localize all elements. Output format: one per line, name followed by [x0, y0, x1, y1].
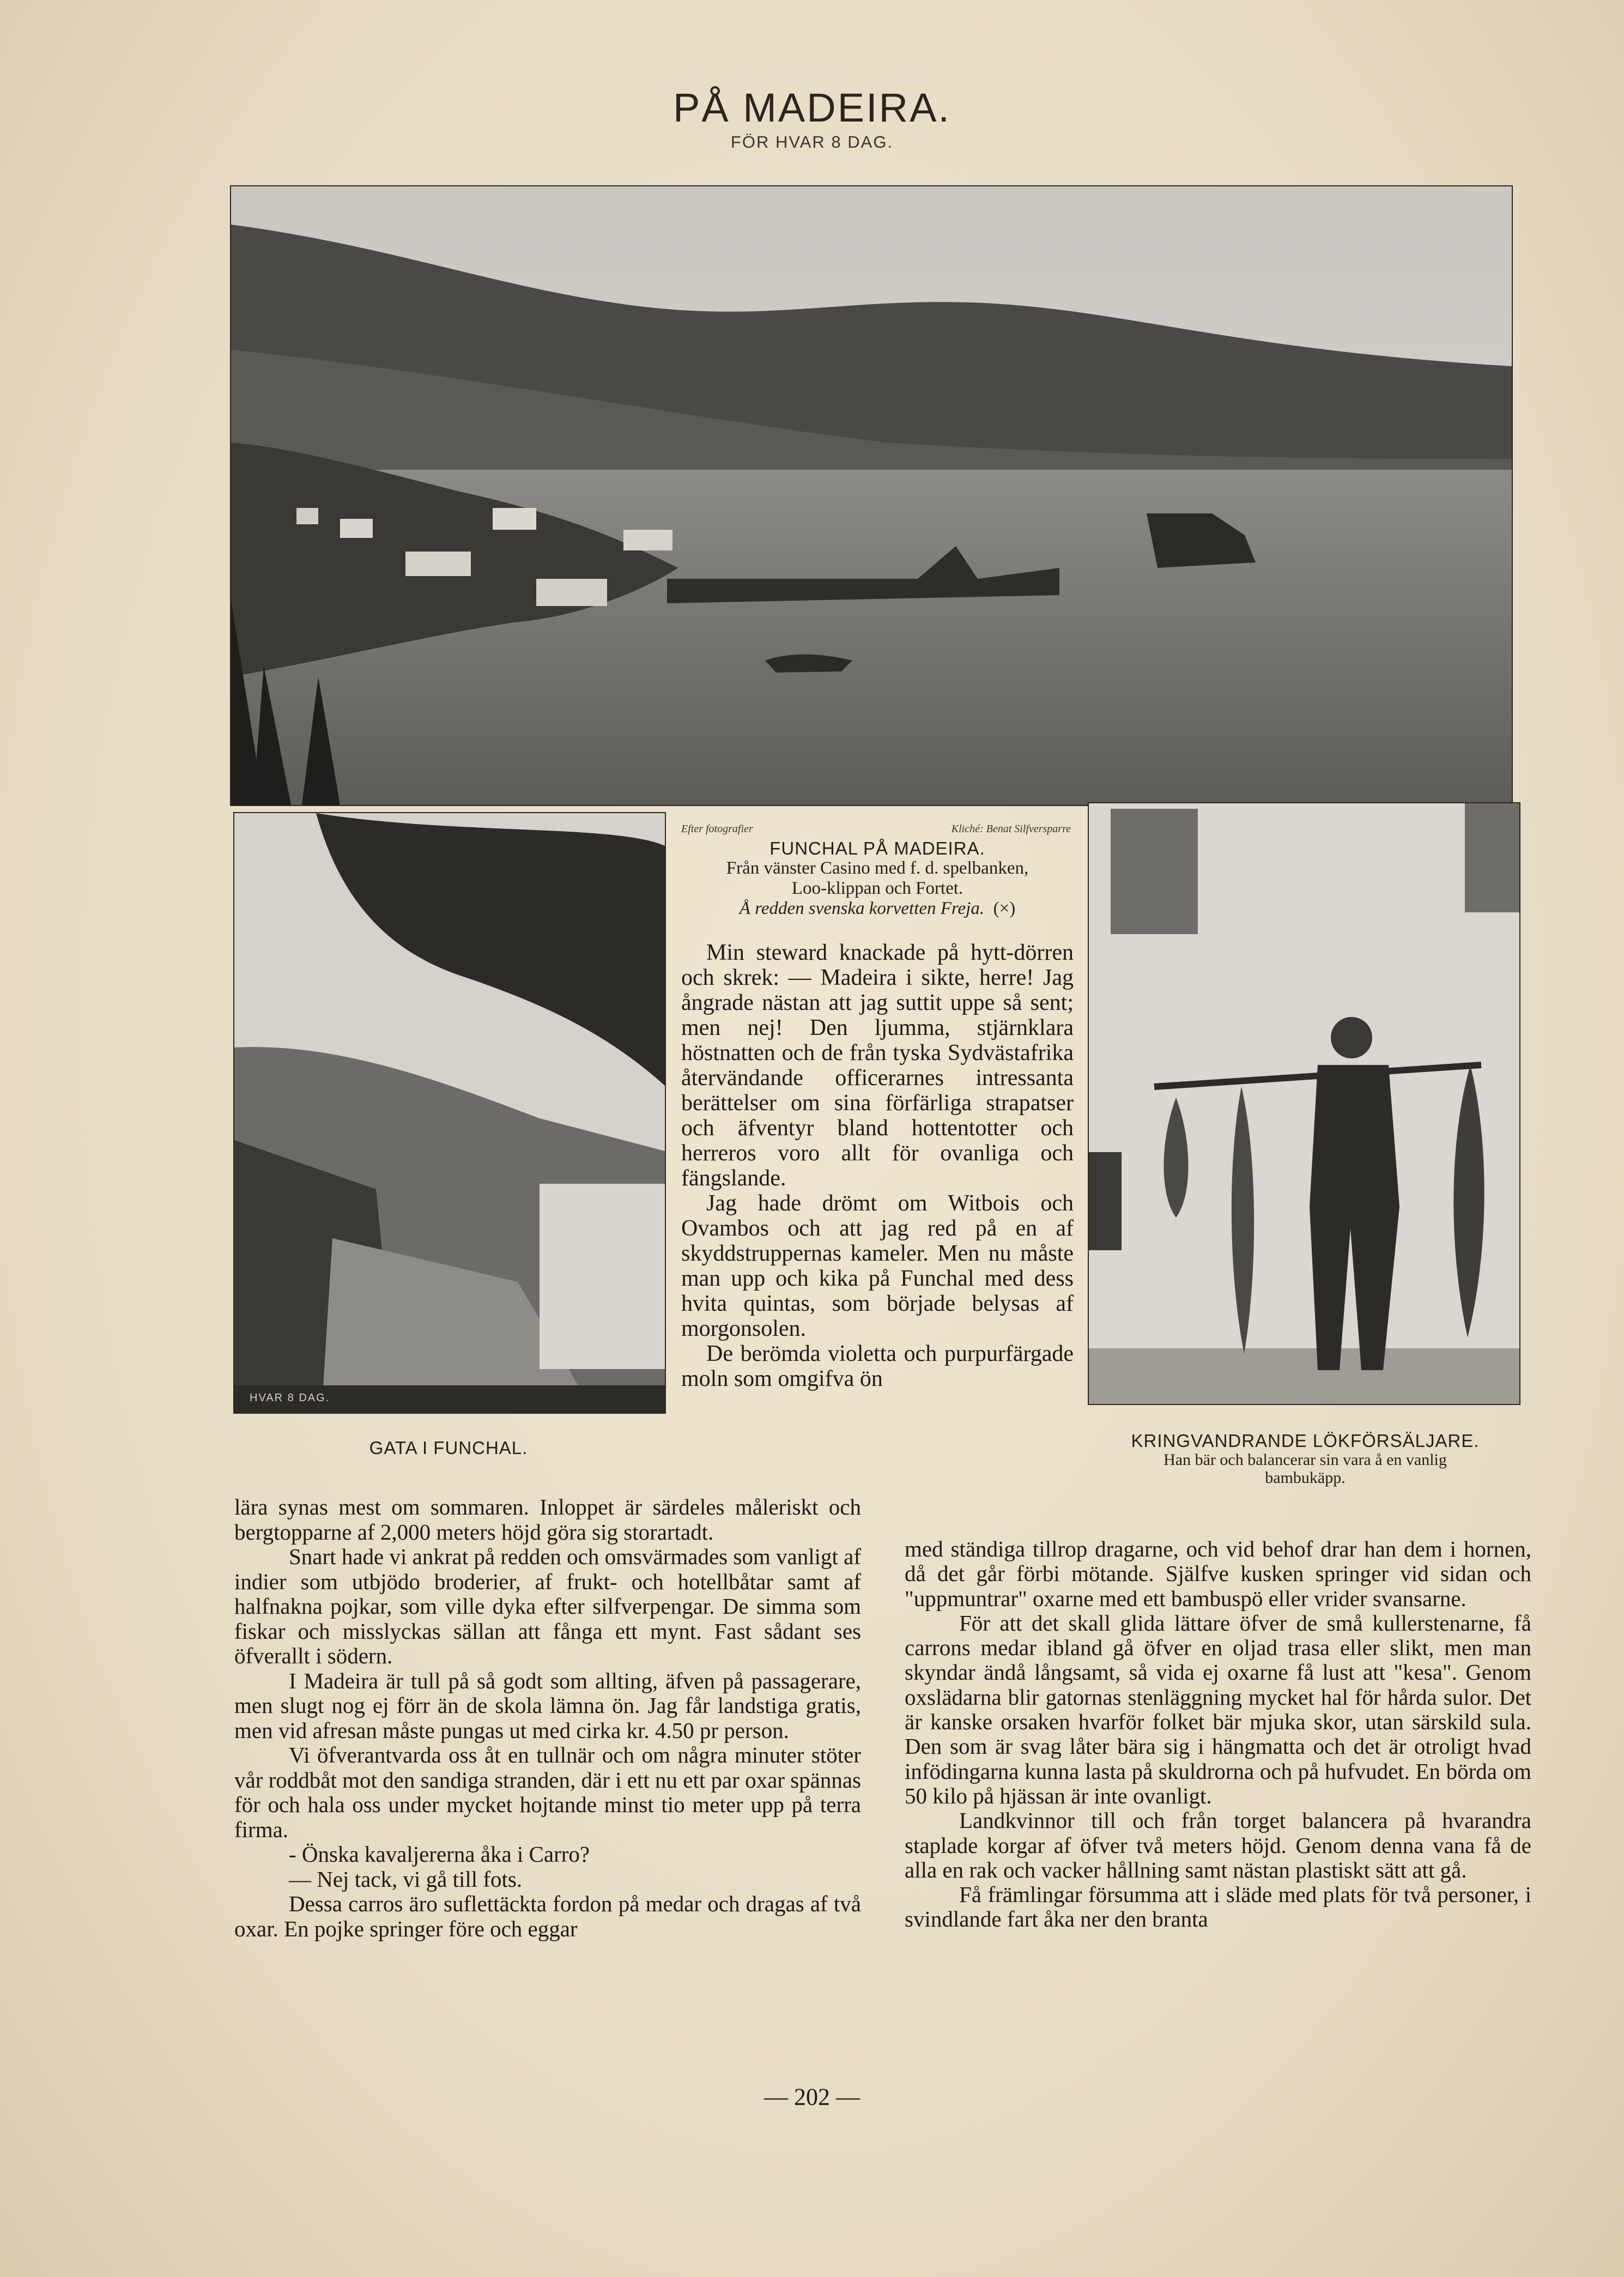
page-title: PÅ MADEIRA.: [673, 85, 951, 130]
paragraph: I Madeira är tull på så godt som allting, äfven på passagerare, men slugt nog ej förr än de skola lämna ön. Jag får landstiga gratis, men vid afresan måste pungas ut med cirka kr. 4.50 pr person.: [234, 1668, 861, 1743]
onion-seller-photo: [1088, 802, 1520, 1405]
street-illustration: [234, 813, 665, 1413]
photo-credit-right: Kliché: Benat Silfversparre: [951, 823, 1071, 835]
funchal-harbour-photo: [230, 185, 1513, 806]
onion-seller-caption: [1084, 1431, 1526, 1487]
caption-marker: (×): [993, 899, 1016, 918]
middle-column-text: [681, 940, 1074, 1391]
dialogue-line: - Önska kavaljererna åka i Carro?: [289, 1842, 590, 1867]
top-photo-caption-line: Från vänster Casino med f. d. spelbanken,: [726, 858, 1029, 878]
window-shutter: [1111, 809, 1198, 934]
right-column-text: [905, 1537, 1531, 1932]
paragraph: För att det skall glida lättare öfver de små kullerstenarne, få carrons medar ibland gå öfver en oljad trasa eller slikt, men man skyndar ändå långsamt, så vida ej oxarne få lust att "kesa". Genom oxslädarna blir gatornas stenläggning mycket hal för hårda sulor. Det är kanske orsaken hvarför folket bär mjuka skor, utan särskild sula. Den som är svag låter bära sig i hängmatta och det är otroligt hvad infödingarna kunna lasta på skuldrorna och på hufvudet. En börda om 50 kilo på hjässan är inte ovanligt.: [905, 1610, 1531, 1808]
paragraph: Vi öfverantvarda oss åt en tullnär och om några minuter stöter vår roddbåt mot den sandiga stranden, där i ett nu ett par oxar spännas för och hala oss under mycket hojtande minst tio meter upp på terra firma.: [234, 1742, 861, 1842]
left-column-text: [234, 1495, 861, 1941]
paragraph: Dessa carros äro suflettäckta fordon på medar och dragas af två oxar. En pojke springer före och eggar: [234, 1891, 861, 1941]
photo-credit-left: Efter fotografier: [681, 823, 753, 835]
seller-head: [1331, 1017, 1372, 1058]
paragraph: De berömda violetta och purpurfärgade moln som omgifva ön: [681, 1341, 1074, 1391]
photo-stamp: HVAR 8 DAG.: [250, 1392, 330, 1404]
doorway: [1089, 1152, 1122, 1250]
top-photo-caption-line: Loo-klippan och Fortet.: [791, 879, 964, 898]
house: [623, 530, 672, 550]
top-photo-caption-line: Å redden svenska korvetten Freja.: [739, 899, 985, 918]
paragraph: Jag hade drömt om Witbois och Ovambos och att jag red på en af skyddstruppernas kameler. Men nu måste man upp och kika på Funchal med dess hvita quintas, som började belysas af morgonsolen.: [681, 1191, 1074, 1341]
house: [405, 552, 471, 576]
onion-seller-caption-line: bambukäpp.: [1265, 1469, 1346, 1487]
paragraph: Min steward knackade på hytt-dörren och skrek: — Madeira i sikte, herre! Jag ångrade nästan att jag suttit uppe så sent; men nej! Den ljumma, stjärnklara höstnatten och de från tyska Sydvästafrika återvändande officerarnes intressanta berättelser om sina förfärliga strapatser och äfventyr bland hottentotter och herreros voro allt för ovanliga och fängslande.: [681, 940, 1074, 1191]
house: [493, 508, 536, 530]
top-photo-caption-title: FUNCHAL PÅ MADEIRA.: [769, 838, 985, 858]
dialogue-line: — Nej tack, vi gå till fots.: [289, 1866, 523, 1892]
top-photo-caption: [676, 838, 1079, 919]
onion-seller-caption-line: Han bär och balancerar sin vara å en vanlig: [1164, 1451, 1447, 1469]
paragraph: med ständiga tillrop dragarne, och vid behof drar han dem i hornen, då det går förbi mötande. Själfve kusken springer vid sidan och "uppmuntrar" oxarne med ett bambuspö eller vrider svansarne.: [905, 1536, 1531, 1611]
white-house: [540, 1184, 665, 1369]
onion-seller-illustration: [1089, 803, 1519, 1404]
page-subtitle: FÖR HVAR 8 DAG.: [730, 132, 894, 152]
harbour-illustration: [231, 186, 1512, 805]
window-shutter: [1465, 803, 1519, 912]
house: [296, 508, 318, 524]
house: [536, 579, 607, 606]
house: [340, 519, 373, 538]
paragraph: Landkvinnor till och från torget balancera på hvarandra staplade korgar af öfver två meters höjd. Genom denna vana få de alla en rak och vacker hållning samt nästan plastiskt sätt att gå.: [905, 1808, 1531, 1882]
paragraph: Få främlingar försumma att i släde med plats för två personer, i svindlande fart åka ner den branta: [905, 1882, 1531, 1932]
funchal-street-photo: [233, 812, 666, 1414]
paragraph: Snart hade vi ankrat på redden och omsvärmades som vanligt af indier som utbjödo broderier, af frukt- och hotellbåtar samt af halfnakna pojkar, som ville dyka efter silfverpengar. De simma som fiskar och misslyckas sällan att fånga ett mynt. Fast sådant ses öfverallt i södern.: [234, 1544, 861, 1668]
pavement: [1089, 1348, 1519, 1404]
onion-seller-caption-title: KRINGVANDRANDE LÖKFÖRSÄLJARE.: [1131, 1431, 1480, 1451]
street-photo-caption: GATA I FUNCHAL.: [369, 1438, 528, 1458]
paragraph: lära synas mest om sommaren. Inloppet är särdeles måleriskt och bergtopparne af 2,000 meters höjd göra sig storartadt.: [234, 1494, 861, 1545]
page-number: — 202 —: [764, 2084, 860, 2110]
